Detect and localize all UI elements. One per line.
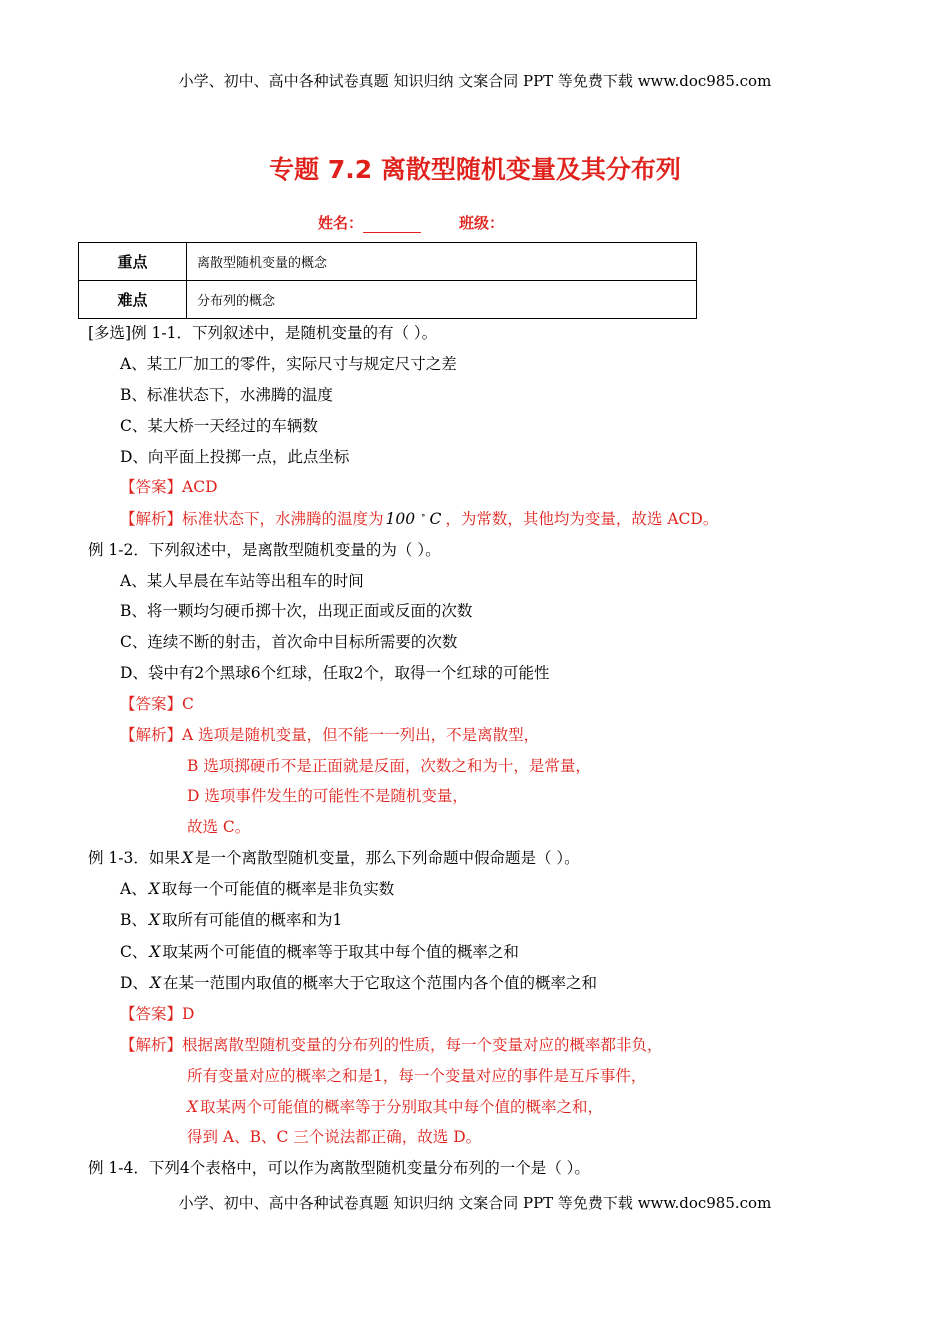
q2-analysis-line-3: D 选项事件发生的可能性不是随机变量， bbox=[187, 787, 468, 805]
q3-analysis-line-3-text: 取某两个可能值的概率等于分别取其中每个值的概率之和， bbox=[200, 1098, 604, 1116]
option-prefix: C、 bbox=[120, 943, 148, 961]
answer-tag: 【答案】 bbox=[120, 478, 183, 496]
q3-variable: X bbox=[148, 880, 160, 898]
table-row bbox=[79, 243, 697, 281]
degree-icon: ∘ bbox=[421, 510, 426, 521]
class-label: 班级： bbox=[459, 214, 505, 232]
q3-variable: X bbox=[148, 911, 160, 929]
q3-stem bbox=[88, 846, 580, 868]
analysis-tag: 【解析】 bbox=[120, 510, 183, 528]
q1-stem: [多选]例 1-1．下列叙述中，是随机变量的有（ ）。 bbox=[88, 324, 438, 342]
q1-answer bbox=[120, 475, 218, 497]
q3-analysis bbox=[120, 1033, 663, 1055]
q3-stem-b: 是一个离散型随机变量，那么下列命题中假命题是（ ）。 bbox=[194, 849, 580, 867]
difficulty-label: 难点 bbox=[79, 281, 187, 319]
q2-option-b: B、将一颗均匀硬币掷十次，出现正面或反面的次数 bbox=[120, 602, 473, 620]
key-point-value: 离散型随机变量的概念 bbox=[187, 243, 697, 281]
q3-option-d bbox=[120, 971, 597, 993]
key-point-label: 重点 bbox=[79, 243, 187, 281]
q3-option-a bbox=[120, 877, 394, 899]
option-prefix: B、 bbox=[120, 911, 147, 929]
answer-tag: 【答案】 bbox=[120, 695, 183, 713]
q2-answer-value: C bbox=[182, 695, 194, 713]
q1-analysis-text-b: ，为常数，其他均为变量，故选 ACD。 bbox=[445, 510, 719, 528]
option-text: 取某两个可能值的概率等于取其中每个值的概率之和 bbox=[162, 943, 519, 961]
option-text: 在某一范围内取值的概率大于它取这个范围内各个值的概率之和 bbox=[162, 974, 597, 992]
q3-answer bbox=[120, 1002, 194, 1024]
analysis-tag: 【解析】 bbox=[120, 1036, 183, 1054]
q3-analysis-line-1: 根据离散型随机变量的分布列的性质，每一个变量对应的概率都非负， bbox=[182, 1036, 663, 1054]
q2-stem: 例 1-2．下列叙述中，是离散型随机变量的为（ ）。 bbox=[88, 541, 441, 559]
q3-variable: X bbox=[181, 849, 193, 867]
q3-analysis-line-4: 得到 A、B、C 三个说法都正确，故选 D。 bbox=[187, 1128, 482, 1146]
q2-option-a: A、某人早晨在车站等出租车的时间 bbox=[120, 572, 364, 590]
q1-analysis-number: 100 bbox=[385, 510, 416, 528]
page-header: 小学、初中、高中各种试卷真题 知识归纳 文案合同 PPT 等免费下载 www.doc985.com bbox=[178, 72, 772, 90]
q1-option-a: A、某工厂加工的零件，实际尺寸与规定尺寸之差 bbox=[120, 355, 457, 373]
name-class-row bbox=[318, 212, 504, 233]
q3-variable: X bbox=[149, 974, 161, 992]
q3-analysis-line-2: 所有变量对应的概率之和是1，每一个变量对应的事件是互斥事件， bbox=[187, 1067, 647, 1085]
q2-answer bbox=[120, 692, 194, 714]
page-title: 专题 7.2 离散型随机变量及其分布列 bbox=[269, 155, 681, 184]
answer-tag: 【答案】 bbox=[120, 1005, 183, 1023]
q3-option-c bbox=[120, 940, 519, 962]
q3-variable: X bbox=[187, 1098, 199, 1116]
q3-analysis-line-3 bbox=[187, 1095, 603, 1117]
q2-analysis-line-2: B 选项掷硬币不是正面就是反面，次数之和为十，是常量， bbox=[187, 757, 591, 775]
page-footer: 小学、初中、高中各种试卷真题 知识归纳 文案合同 PPT 等免费下载 www.doc985.com bbox=[178, 1194, 772, 1212]
q1-analysis bbox=[120, 507, 718, 529]
q1-option-d: D、向平面上投掷一点，此点坐标 bbox=[120, 448, 350, 466]
option-prefix: A、 bbox=[120, 880, 147, 898]
q1-option-b: B、标准状态下，水沸腾的温度 bbox=[120, 386, 333, 404]
table-row bbox=[79, 281, 697, 319]
q3-variable: X bbox=[149, 943, 161, 961]
q1-analysis-text-a: 标准状态下，水沸腾的温度为 bbox=[182, 510, 384, 528]
q3-option-b bbox=[120, 908, 342, 930]
q2-analysis-line-1: A 选项是随机变量，但不能一一列出，不是离散型， bbox=[182, 726, 540, 744]
option-text: 取每一个可能值的概率是非负实数 bbox=[161, 880, 395, 898]
difficulty-value: 分布列的概念 bbox=[187, 281, 697, 319]
q1-answer-value: ACD bbox=[182, 478, 218, 496]
option-text: 取所有可能值的概率和为1 bbox=[161, 911, 343, 929]
name-blank bbox=[363, 218, 421, 233]
analysis-tag: 【解析】 bbox=[120, 726, 183, 744]
name-label: 姓名： bbox=[318, 214, 364, 232]
q2-option-c: C、连续不断的射击，首次命中目标所需要的次数 bbox=[120, 633, 458, 651]
q4-stem: 例 1-4．下列4个表格中，可以作为离散型随机变量分布列的一个是（ ）。 bbox=[88, 1159, 590, 1177]
key-points-table bbox=[78, 242, 697, 319]
q3-stem-a: 例 1-3．如果 bbox=[88, 849, 180, 867]
q1-option-c: C、某大桥一天经过的车辆数 bbox=[120, 417, 318, 435]
q1-analysis-unit: C bbox=[429, 510, 442, 528]
q2-analysis bbox=[120, 723, 539, 745]
q3-answer-value: D bbox=[182, 1005, 195, 1023]
q2-analysis-line-4: 故选 C。 bbox=[187, 818, 251, 836]
q2-option-d: D、袋中有2个黑球6个红球，任取2个，取得一个红球的可能性 bbox=[120, 664, 550, 682]
option-prefix: D、 bbox=[120, 974, 148, 992]
